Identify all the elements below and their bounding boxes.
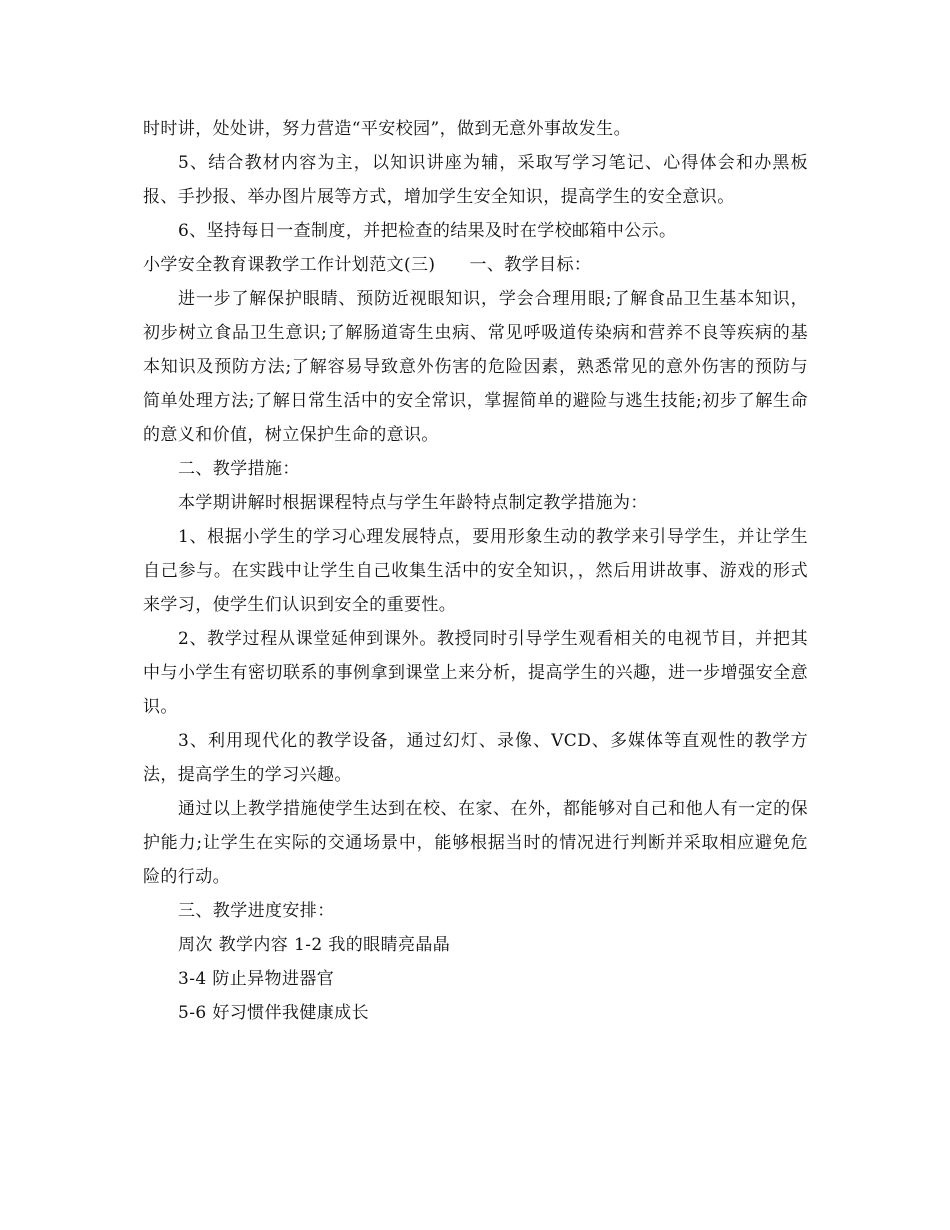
paragraph-measures-intro: 本学期讲解时根据课程特点与学生年龄特点制定教学措施为： <box>178 493 648 513</box>
schedule-row-2: 3-4 防止异物进器官 <box>178 969 335 989</box>
schedule-row-3: 5-6 好习惯伴我健康成长 <box>178 1003 369 1023</box>
paragraph-measure-2: 2、教学过程从课堂延伸到课外。教授同时引导学生观看相关的电视节目，并把其中与小学生有密切联系的事例拿到课堂上来分析，提高学生的兴趣，进一步增强安全意识。 <box>143 629 808 717</box>
paragraph-item-5: 5、结合教材内容为主，以知识讲座为辅，采取写学习笔记、心得体会和办黑板报、手抄报、举办图片展等方式，增加学生安全知识，提高学生的安全意识。 <box>143 153 808 207</box>
document-title: 小学安全教育课教学工作计划范文(三) <box>143 255 436 275</box>
section-title-line <box>143 248 808 282</box>
paragraph-measure-1: 1、根据小学生的学习心理发展特点，要用形象生动的教学来引导学生，并让学生自己参与。在实践中让学生自己收集生活中的安全知识，，然后用讲故事、游戏的形式来学习，使学生们认识到安全的重要性。 <box>143 527 808 615</box>
heading-teaching-goals: 一、教学目标： <box>469 255 592 275</box>
paragraph-teaching-goals: 进一步了解保护眼睛、预防近视眼知识，学会合理用眼;了解食品卫生基本知识，初步树立食品卫生意识;了解肠道寄生虫病、常见呼吸道传染病和营养不良等疾病的基本知识及预防方法;了解容易导致意外伤害的危险因素，熟悉常见的意外伤害的预防与简单处理方法;了解日常生活中的安全常识，掌握简单的避险与逃生技能;初步了解生命的意义和价值，树立保护生命的意识。 <box>143 289 808 445</box>
paragraph-measure-3: 3、利用现代化的教学设备，通过幻灯、录像、VCD、多媒体等直观性的教学方法，提高学生的学习兴趣。 <box>143 731 808 785</box>
document-body <box>143 112 808 1030</box>
paragraph-item-6: 6、坚持每日一查制度，并把检查的结果及时在学校邮箱中公示。 <box>178 221 677 241</box>
schedule-row-1: 周次 教学内容 1-2 我的眼睛亮晶晶 <box>178 935 451 955</box>
heading-teaching-schedule: 三、教学进度安排： <box>178 901 335 921</box>
paragraph-measures-summary: 通过以上教学措施使学生达到在校、在家、在外，都能够对自己和他人有一定的保护能力;让学生在实际的交通场景中，能够根据当时的情况进行判断并采取相应避免危险的行动。 <box>143 799 808 887</box>
heading-teaching-measures: 二、教学措施： <box>178 459 300 479</box>
paragraph-continuation: 时时讲，处处讲，努力营造“平安校园”，做到无意外事故发生。 <box>143 119 631 139</box>
